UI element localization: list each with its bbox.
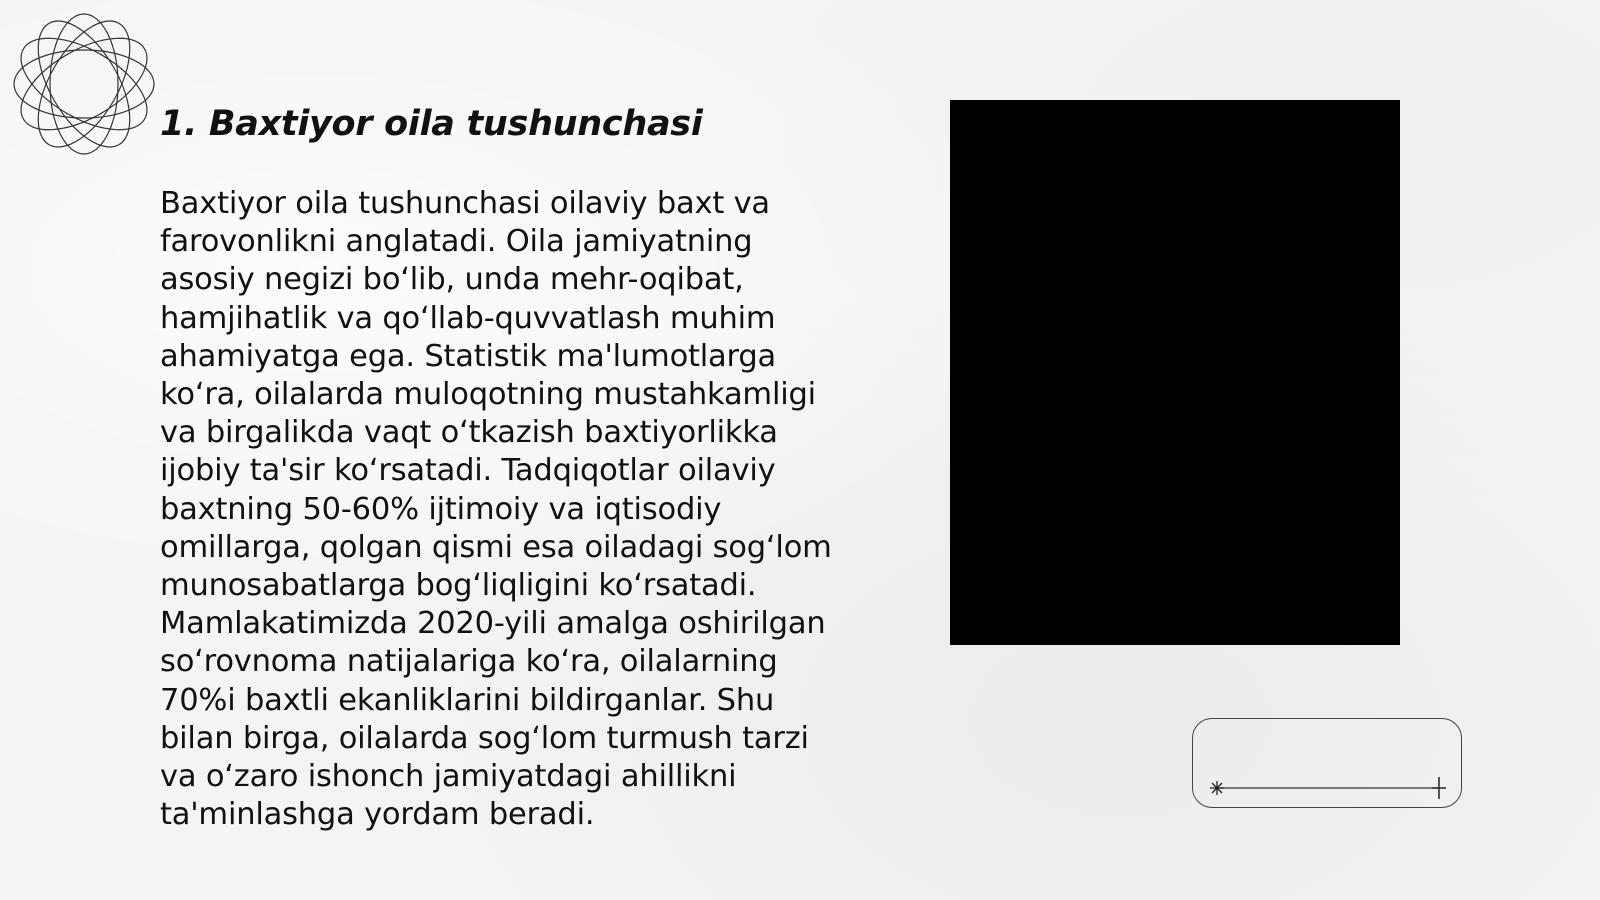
decorative-frame	[1192, 718, 1462, 808]
rosette-ornament-icon	[10, 10, 158, 158]
cross-icon	[1432, 777, 1446, 799]
sparkle-icon	[1210, 781, 1224, 795]
slide-title: 1. Baxtiyor oila tushunchasi	[160, 104, 703, 144]
slide-body-text: Baxtiyor oila tushunchasi oilaviy baxt va farovonlikni anglatadi. Oila jamiyatning asosiy negizi boʻlib, unda mehr-oqibat, hamjihatlik va qoʻllab-quvvatlash muhim ahamiyatga ega. Statistik ma'lumotlarga koʻra, oilalarda muloqotning mustahkamligi va birgalikda vaqt oʻtkazish baxtiyorlikka ijobiy ta'sir koʻrsatadi. Tadqiqotlar oilaviy baxtning 50-60% ijtimoiy va iqtisodiy omillarga, qolgan qismi esa oiladagi sogʻlom munosabatlarga bogʻliqligini koʻrsatadi. Mamlakatimizda 2020-yili amalga oshirilgan soʻrovnoma natijalariga koʻra, oilalarning 70%i baxtli ekanliklarini bildirganlar. Shu bilan birga, oilalarda sogʻlom turmush tarzi va oʻzaro ishonch jamiyatdagi ahillikni ta'minlashga yordam beradi.	[160, 186, 832, 833]
image-placeholder	[950, 100, 1400, 645]
